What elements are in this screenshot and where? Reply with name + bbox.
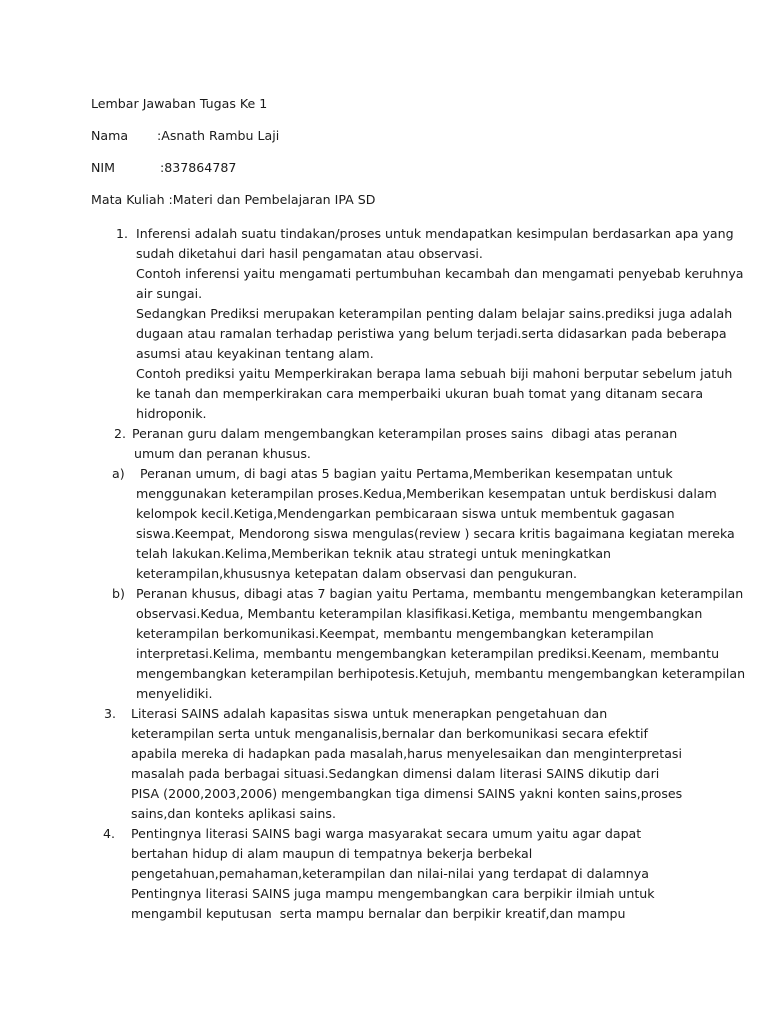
answer-2a-line: menggunakan keterampilan proses.Kedua,Memberikan kesempatan untuk berdiskusi dalam [136,486,717,501]
answer-2b-line: keterampilan berkomunikasi.Keempat, membantu mengembangkan keterampilan [136,626,654,641]
name-value: :Asnath Rambu Laji [157,128,280,143]
answer-4-line: Pentingnya literasi SAINS juga mampu mengembangkan cara berpikir ilmiah untuk [131,886,655,901]
answer-3-line: masalah pada berbagai situasi.Sedangkan dimensi dalam literasi SAINS dikutip dari [131,766,660,781]
answer-3-line: PISA (2000,2003,2006) mengembangkan tiga dimensi SAINS yakni konten sains,proses [131,786,683,801]
answer-4-line: mengambil keputusan serta mampu bernalar dan berpikir kreatif,dan mampu [131,906,626,921]
answer-4-line: Pentingnya literasi SAINS bagi warga masyarakat secara umum yaitu agar dapat [131,826,642,841]
answer-4-line: bertahan hidup di alam maupun di tempatnya bekerja berbekal [131,846,533,861]
document-title: Lembar Jawaban Tugas Ke 1 [91,96,268,111]
answer-2a-line: keterampilan,khususnya ketepatan dalam observasi dan pengukuran. [136,566,578,581]
answer-2a-line: kelompok kecil.Ketiga,Mendengarkan pembicaraan siswa untuk membentuk gagasan [136,506,675,521]
answer-1-line: hidroponik. [136,406,207,421]
answer-1-line: asumsi atau keyakinan tentang alam. [136,346,374,361]
nim-label: NIM [91,160,116,175]
answer-1-line: Inferensi adalah suatu tindakan/proses untuk mendapatkan kesimpulan berdasarkan apa yang [136,226,734,241]
answer-2-line: Peranan guru dalam mengembangkan keterampilan proses sains dibagi atas peranan [132,426,678,441]
answer-1-line: dugaan atau ramalan terhadap peristiwa yang belum terjadi.serta didasarkan pada beberapa [136,326,727,341]
answer-4-line: pengetahuan,pemahaman,keterampilan dan nilai-nilai yang terdapat di dalamnya [131,866,649,881]
answer-2a-line: siswa.Keempat, Mendorong siswa mengulas(review ) secara kritis bagaimana kegiatan mereka [136,526,735,541]
answer-4-number: 4. [103,826,116,841]
answer-3-line: apabila mereka di hadapkan pada masalah,harus menyelesaikan dan menginterpretasi [131,746,682,761]
answer-1-line: sudah diketahui dari hasil pengamatan atau observasi. [136,246,483,261]
answer-2-line: umum dan peranan khusus. [134,446,311,461]
answer-3-line: keterampilan serta untuk menganalisis,bernalar dan berkomunikasi secara efektif [131,726,648,741]
answer-2-number: 2. [114,426,127,441]
answer-1-number: 1. [116,226,129,241]
answer-1-line: Sedangkan Prediksi merupakan keterampilan penting dalam belajar sains.prediksi juga adalah [136,306,733,321]
answer-1-line: air sungai. [136,286,203,301]
answer-1-line: ke tanah dan memperkirakan cara memperbaiki ukuran buah tomat yang ditanam secara [136,386,704,401]
answer-2a-line: telah lakukan.Kelima,Memberikan teknik atau strategi untuk meningkatkan [136,546,612,561]
answer-3-number: 3. [104,706,117,721]
answer-3-line: Literasi SAINS adalah kapasitas siswa untuk menerapkan pengetahuan dan [131,706,608,721]
answer-2b-line: interpretasi.Kelima, membantu mengembangkan keterampilan prediksi.Keenam, membantu [136,646,720,661]
answer-1-line: Contoh inferensi yaitu mengamati pertumbuhan kecambah dan mengamati penyebab keruhnya [136,266,744,281]
answer-2b-line: mengembangkan keterampilan berhipotesis.Ketujuh, membantu mengembangkan keterampilan [136,666,746,681]
answer-2b-line: Peranan khusus, dibagi atas 7 bagian yaitu Pertama, membantu mengembangkan keterampilan [136,586,744,601]
nim-value: :837864787 [160,160,237,175]
answer-2b-line: observasi.Kedua, Membantu keterampilan klasifikasi.Ketiga, membantu mengembangkan [136,606,703,621]
answer-1-line: Contoh prediksi yaitu Memperkirakan berapa lama sebuah biji mahoni berputar sebelum jatuh [136,366,733,381]
answer-2b-marker: b) [112,586,125,601]
course-line: Mata Kuliah :Materi dan Pembelajaran IPA SD [91,192,376,207]
name-label: Nama [91,128,129,143]
answer-2a-marker: a) [112,466,125,481]
answer-2b-line: menyelidiki. [136,686,213,701]
answer-2a-line: Peranan umum, di bagi atas 5 bagian yaitu Pertama,Memberikan kesempatan untuk [136,466,673,481]
answer-3-line: sains,dan konteks aplikasi sains. [131,806,336,821]
